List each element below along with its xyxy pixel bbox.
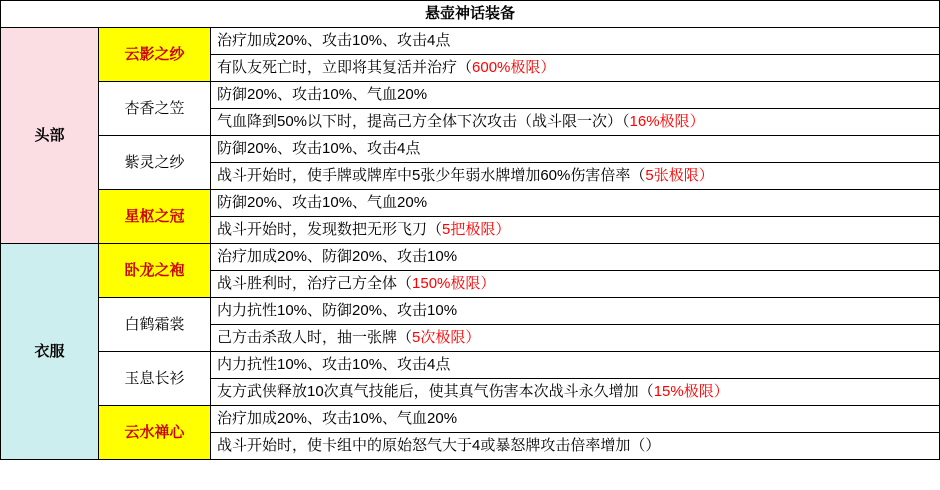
category-body: 衣服	[1, 244, 99, 460]
table-row	[1, 406, 940, 433]
effect-limit: 5把极限	[442, 221, 496, 239]
item-stats: 治疗加成20%、防御20%、攻击10%	[211, 244, 940, 271]
item-name: 玉息长衫	[99, 352, 211, 406]
item-name: 紫灵之纱	[99, 136, 211, 190]
item-effect	[211, 55, 940, 82]
effect-limit: 150%极限	[412, 275, 481, 293]
item-stats: 治疗加成20%、攻击10%、攻击4点	[211, 28, 940, 55]
effect-text: 战斗胜利时，治疗己方全体（	[217, 275, 413, 293]
page-title: 悬壶神话装备	[1, 1, 940, 28]
item-effect	[211, 109, 940, 136]
effect-limit: 16%极限	[629, 113, 690, 131]
effect-text: 有队友死亡时，立即将其复活并治疗（	[217, 59, 473, 77]
item-stats: 内力抗性10%、攻击10%、攻击4点	[211, 352, 940, 379]
item-stats: 防御20%、攻击10%、气血20%	[211, 190, 940, 217]
item-name: 星枢之冠	[99, 190, 211, 244]
effect-limit: 15%极限	[653, 383, 714, 401]
table-row	[1, 28, 940, 55]
effect-text: 战斗开始时，发现数把无形飞刀（	[217, 221, 443, 239]
item-name: 卧龙之袍	[99, 244, 211, 298]
effect-tail: ）	[540, 59, 556, 77]
item-name: 杏香之笠	[99, 82, 211, 136]
item-effect	[211, 433, 940, 460]
item-effect	[211, 379, 940, 406]
table-row	[1, 244, 940, 271]
effect-tail: ）	[713, 383, 729, 401]
title-row	[1, 1, 940, 28]
effect-tail: ）	[465, 329, 481, 347]
item-name: 云影之纱	[99, 28, 211, 82]
effect-limit: 5次极限	[412, 329, 466, 347]
table-row	[1, 352, 940, 379]
item-stats: 防御20%、攻击10%、气血20%	[211, 82, 940, 109]
table-row	[1, 190, 940, 217]
item-effect	[211, 217, 940, 244]
item-stats: 防御20%、攻击10%、攻击4点	[211, 136, 940, 163]
effect-text: 己方击杀敌人时，抽一张牌（	[217, 329, 413, 347]
category-head: 头部	[1, 28, 99, 244]
effect-limit: 5张极限	[645, 167, 699, 185]
effect-tail: ）	[689, 113, 705, 131]
item-stats: 治疗加成20%、攻击10%、气血20%	[211, 406, 940, 433]
item-effect	[211, 271, 940, 298]
effect-limit: 600%极限	[472, 59, 541, 77]
effect-text: 气血降到50%以下时，提高己方全体下次攻击（战斗限一次）（	[217, 113, 630, 131]
table-body	[1, 1, 940, 460]
item-stats: 内力抗性10%、防御20%、攻击10%	[211, 298, 940, 325]
effect-text: 战斗开始时，使卡组中的原始怒气大于4或暴怒牌攻击倍率增加（）	[217, 437, 661, 455]
item-name: 云水禅心	[99, 406, 211, 460]
effect-text: 战斗开始时，使手牌或牌库中5张少年弱水牌增加60%伤害倍率（	[217, 167, 646, 185]
table-row	[1, 82, 940, 109]
item-effect	[211, 325, 940, 352]
item-name: 白鹤霜裳	[99, 298, 211, 352]
effect-tail: ）	[698, 167, 714, 185]
effect-text: 友方武侠释放10次真气技能后，使其真气伤害本次战斗永久增加（	[217, 383, 654, 401]
table-row	[1, 298, 940, 325]
effect-tail: ）	[495, 221, 511, 239]
table-row	[1, 136, 940, 163]
effect-tail: ）	[480, 275, 496, 293]
item-effect	[211, 163, 940, 190]
